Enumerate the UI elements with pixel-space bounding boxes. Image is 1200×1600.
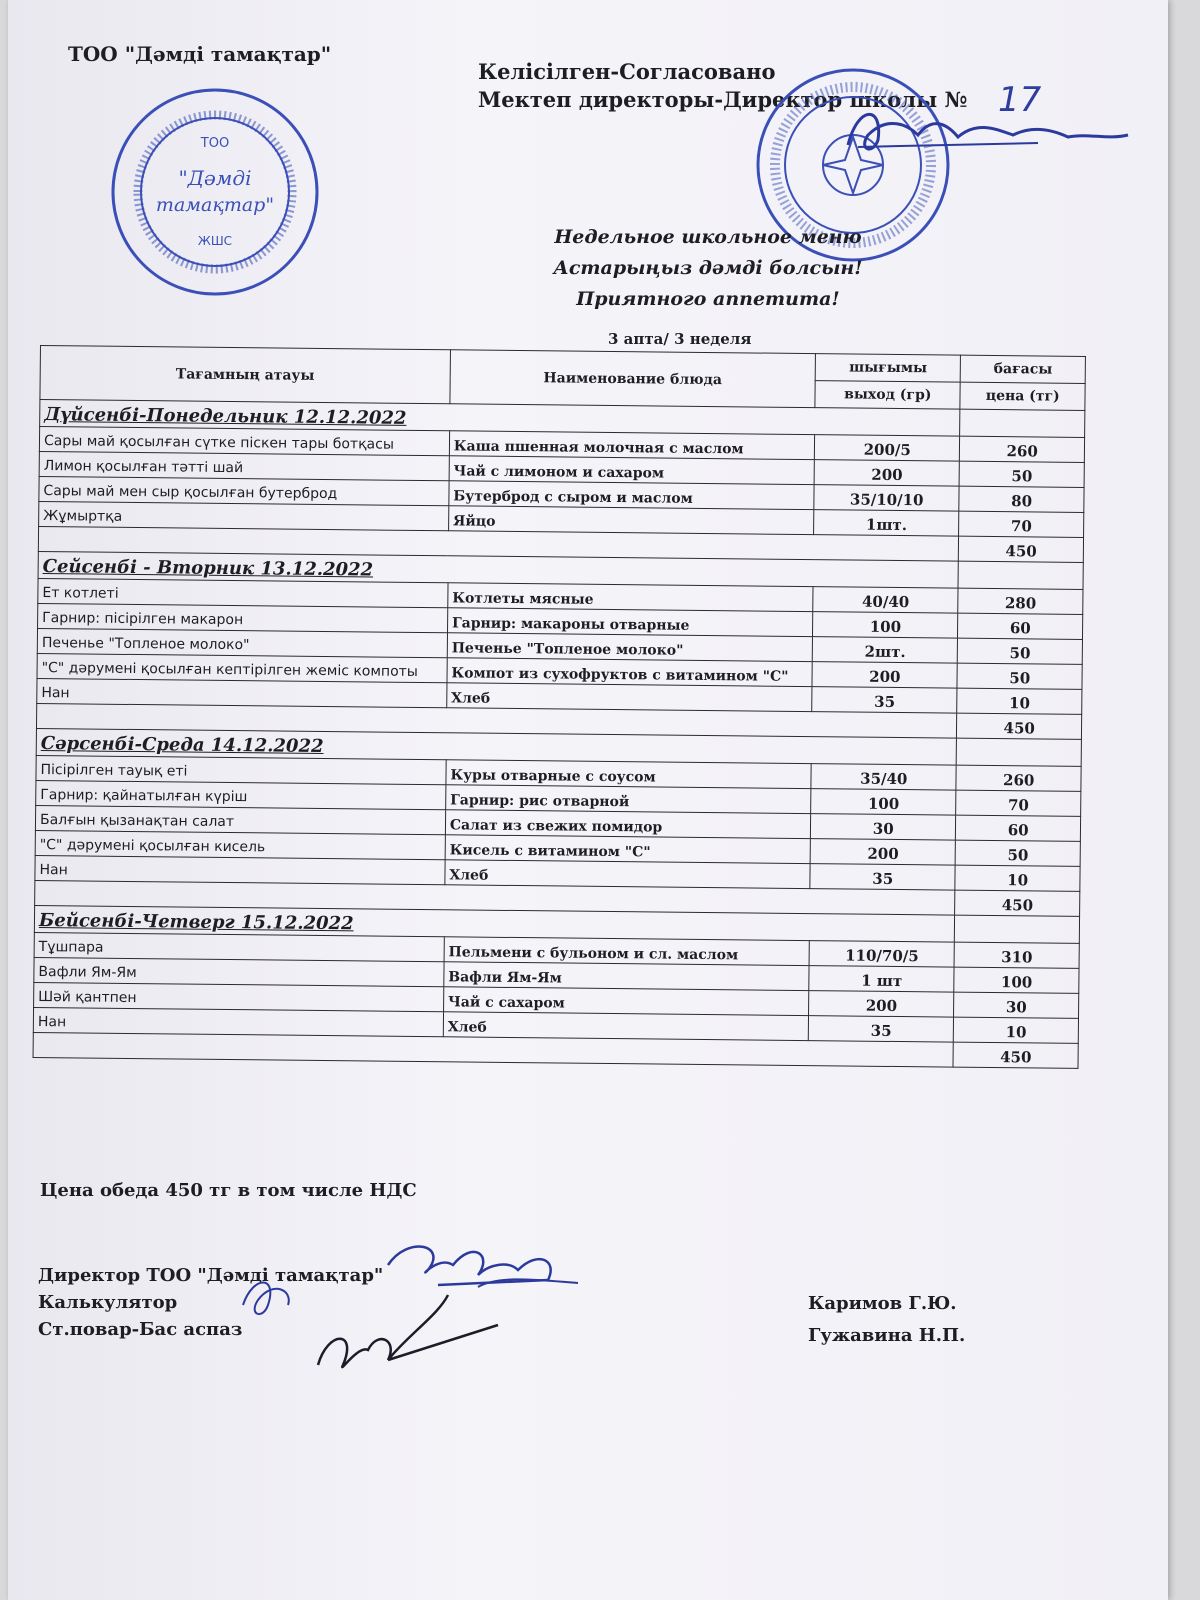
dish-name-ru: Вафли Ям-Ям — [444, 962, 810, 991]
dish-name-kz: Шәй қантпен — [34, 982, 444, 1011]
dish-output: 35 — [808, 1016, 954, 1043]
dish-price: 50 — [956, 840, 1081, 866]
signatures — [238, 1235, 618, 1395]
header-price-ru: цена (тг) — [960, 382, 1085, 410]
dish-price: 260 — [960, 436, 1085, 462]
menu-title: Недельное школьное меню — [554, 226, 862, 248]
approval-title: Келісілген-Согласовано — [478, 59, 776, 84]
dish-name-kz: Вафли Ям-Ям — [34, 957, 444, 986]
dish-output: 110/70/5 — [809, 941, 955, 968]
day-empty-price — [960, 409, 1085, 437]
header-out-kz: шығымы — [815, 354, 961, 383]
dish-output: 35/40 — [811, 764, 957, 791]
dish-name-ru: Печенье "Топленое молоко" — [447, 633, 813, 662]
dish-name-ru: Кисель с витамином "С" — [445, 835, 811, 864]
menu-body — [33, 400, 1085, 1069]
dish-name-ru: Чай с лимоном и сахаром — [449, 456, 815, 485]
dish-price: 260 — [956, 765, 1081, 791]
header-ru: Наименование блюда — [450, 350, 816, 408]
dish-price: 310 — [954, 942, 1079, 968]
dish-price: 70 — [956, 790, 1081, 816]
dish-output: 100 — [811, 789, 957, 816]
dish-name-ru: Салат из свежих помидор — [445, 810, 811, 839]
director-label: Директор ТОО "Дәмді тамақтар" — [38, 1265, 384, 1286]
header-out-ru: выход (гр) — [815, 381, 961, 410]
dish-price: 10 — [957, 688, 1082, 714]
dish-name-ru: Хлеб — [443, 1012, 809, 1041]
dish-price: 50 — [960, 461, 1085, 487]
dish-output: 200 — [810, 839, 956, 866]
calculator-label: Калькулятор — [38, 1292, 178, 1313]
day-total: 450 — [955, 890, 1080, 916]
chef-label: Ст.повар-Бас аспаз — [38, 1319, 243, 1340]
dish-output: 40/40 — [813, 587, 959, 614]
dish-output: 35/10/10 — [814, 485, 960, 512]
dish-name-ru: Куры отварные с соусом — [446, 760, 812, 789]
dish-price: 10 — [954, 1017, 1079, 1043]
dish-name-ru: Чай с сахаром — [443, 987, 809, 1016]
dish-name-kz: Лимон қосылған тәтті шай — [39, 451, 449, 480]
name-chef: Гужавина Н.П. — [808, 1325, 966, 1346]
dish-price: 60 — [956, 815, 1081, 841]
day-total: 450 — [959, 536, 1084, 562]
dish-price: 30 — [954, 992, 1079, 1018]
dish-output: 2шт. — [812, 637, 958, 664]
dish-name-kz: Ет котлеті — [38, 578, 448, 607]
stamp-line1: ТОО — [200, 136, 230, 151]
dish-name-kz: "С" дәрумені қосылған кептірілген жеміс компоты — [37, 653, 447, 682]
day-title: Сейсенбі - Вторник 13.12.2022 — [38, 551, 959, 588]
dish-name-kz: "С" дәрумені қосылған кисель — [35, 830, 445, 859]
dish-output: 30 — [811, 814, 957, 841]
day-title: Сәрсенбі-Среда 14.12.2022 — [36, 728, 957, 765]
dish-name-kz: Нан — [33, 1007, 443, 1036]
header-row — [40, 346, 1085, 384]
header-kz: Тағамның атауы — [40, 346, 450, 404]
day-empty-price — [957, 738, 1082, 766]
menu-sheet — [8, 0, 1168, 1600]
dish-output: 200 — [812, 662, 958, 689]
name-calculator: Каримов Г.Ю. — [808, 1293, 957, 1314]
day-total: 450 — [953, 1042, 1078, 1068]
school-director-line: Мектеп директоры-Директор школы № — [478, 87, 968, 112]
signature-names — [808, 1288, 965, 1352]
dish-name-ru: Компот из сухофруктов с витамином "С" — [447, 658, 813, 687]
dish-name-ru: Котлеты мясные — [448, 583, 814, 612]
dish-price: 50 — [957, 663, 1082, 689]
dish-name-kz: Гарнир: пісірілген макарон — [38, 603, 448, 632]
dish-name-ru: Пельмени с бульоном и сл. маслом — [444, 937, 810, 966]
school-number: 17 — [998, 80, 1042, 120]
day-title: Дүйсенбі-Понедельник 12.12.2022 — [40, 400, 961, 437]
dish-name-kz: Сары май мен сыр қосылған бутерброд — [39, 476, 449, 505]
company-name: ТОО "Дәмді тамақтар" — [68, 42, 332, 66]
dish-price: 80 — [959, 486, 1084, 512]
dish-name-ru: Гарнир: рис отварной — [446, 785, 812, 814]
dish-price: 70 — [959, 511, 1084, 537]
dish-name-kz: Гарнир: қайнатылған күріш — [36, 780, 446, 809]
dish-name-kz: Сары май қосылған сүтке піскен тары ботқасы — [39, 427, 449, 456]
dish-name-kz: Печенье "Топленое молоко" — [37, 628, 447, 657]
stamp-line4: ЖШС — [197, 234, 233, 248]
wish-kz: Астарыңыз дәмді болсын! — [553, 257, 863, 279]
dish-name-kz: Тұшпара — [34, 932, 444, 961]
dish-name-ru: Бутерброд с сыром и маслом — [449, 481, 815, 510]
header-price-kz: бағасы — [961, 355, 1086, 383]
dish-name-kz: Балғын қызанақтан салат — [35, 805, 445, 834]
dish-price: 100 — [954, 967, 1079, 993]
dish-name-ru: Яйцо — [448, 506, 814, 535]
dish-output: 100 — [813, 612, 959, 639]
stamp-line3: тамақтар" — [155, 194, 275, 216]
dish-output: 1 шт — [809, 966, 955, 993]
day-title: Бейсенбі-Четверг 15.12.2022 — [34, 905, 955, 942]
menu-titles — [488, 222, 928, 315]
dish-output: 35 — [812, 687, 958, 714]
dish-name-ru: Хлеб — [445, 860, 811, 889]
dish-output: 200/5 — [815, 435, 961, 462]
dish-name-kz: Пісірілген тауық еті — [36, 755, 446, 784]
dish-name-kz: Нан — [37, 678, 447, 707]
dish-price: 50 — [958, 638, 1083, 664]
menu-table — [33, 345, 1086, 1069]
dish-name-kz: Жұмыртқа — [39, 501, 449, 530]
dish-output: 35 — [810, 864, 956, 891]
dish-output: 1шт. — [814, 510, 960, 537]
director-signature — [838, 95, 1138, 165]
day-empty-price — [955, 915, 1080, 943]
dish-name-kz: Нан — [35, 855, 445, 884]
dish-name-ru: Хлеб — [447, 683, 813, 712]
dish-output: 200 — [814, 460, 960, 487]
dish-name-ru: Каша пшенная молочная с маслом — [449, 431, 815, 460]
vat-note: Цена обеда 450 тг в том числе НДС — [40, 1180, 417, 1201]
dish-price: 280 — [958, 588, 1083, 614]
dish-name-ru: Гарнир: макароны отварные — [447, 608, 813, 637]
dish-output: 200 — [809, 991, 955, 1018]
company-stamp — [108, 85, 323, 300]
dish-price: 10 — [955, 865, 1080, 891]
dish-price: 60 — [958, 613, 1083, 639]
day-total: 450 — [957, 713, 1082, 739]
wish-ru: Приятного аппетита! — [576, 288, 840, 310]
week-label: 3 апта/ 3 неделя — [608, 330, 752, 348]
day-empty-price — [958, 561, 1083, 589]
stamp-line2: "Дәмді — [178, 166, 252, 190]
